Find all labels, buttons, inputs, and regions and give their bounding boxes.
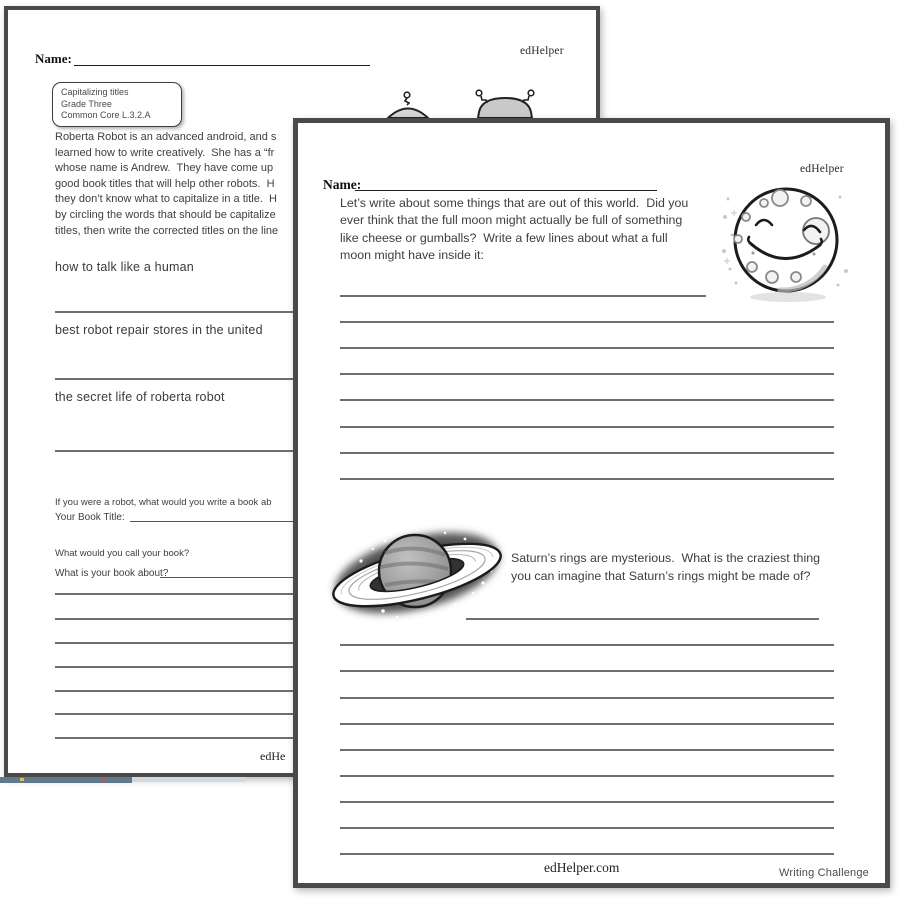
skill-grade: Grade Three bbox=[61, 98, 112, 109]
writing-line bbox=[340, 801, 834, 803]
footer-site-label: edHelper.com bbox=[544, 860, 620, 875]
footer-site-label: edHe bbox=[260, 749, 286, 763]
intro-line: titles, then write the corrected titles on the line bbox=[55, 224, 279, 237]
skill-badge bbox=[52, 82, 182, 127]
moon-prompt-line: Let’s write about some things that are out of this world. Did you bbox=[340, 196, 689, 210]
writing-line bbox=[340, 426, 834, 428]
book-about-label: What is your book about? bbox=[55, 568, 169, 579]
robot-heads-illustration bbox=[370, 86, 550, 118]
robot-antenna-icon bbox=[523, 96, 529, 103]
writing-line bbox=[340, 478, 834, 480]
full-moon-illustration bbox=[722, 183, 852, 305]
intro-line: Roberta Robot is an advanced android, and s bbox=[55, 131, 277, 143]
edhelper-logo: edHelper bbox=[800, 163, 844, 175]
intro-line: learned how to write creatively. She has a “fr bbox=[55, 146, 275, 159]
writing-line bbox=[340, 723, 834, 725]
writing-line bbox=[340, 853, 834, 855]
intro-line: whose name is Andrew. They have come up bbox=[55, 162, 274, 175]
footer-category-label: Writing Challenge bbox=[778, 867, 869, 879]
saturn-prompt-line: Saturn’s rings are mysterious. What is the craziest thing bbox=[511, 551, 820, 565]
book-prompt-line: What would you call your book? bbox=[55, 548, 190, 559]
book-prompt-line: If you were a robot, what would you write a book ab bbox=[55, 497, 272, 508]
writing-line bbox=[340, 321, 834, 323]
front-worksheet-page bbox=[293, 118, 890, 888]
name-label: Name: bbox=[35, 51, 72, 66]
taskbar-dot-icon bbox=[20, 778, 24, 781]
writing-line bbox=[340, 749, 834, 751]
writing-line bbox=[466, 618, 819, 620]
robot-antenna-icon bbox=[481, 96, 487, 103]
writing-line bbox=[340, 399, 834, 401]
moon-prompt-line: like cheese or gumballs? Write a few lines about what a full bbox=[340, 230, 668, 245]
robot-dome-small bbox=[388, 109, 428, 119]
writing-line bbox=[340, 347, 834, 349]
practice-title-3: the secret life of roberta robot bbox=[55, 390, 225, 404]
writing-line bbox=[340, 670, 834, 672]
writing-line bbox=[340, 452, 834, 454]
saturn-prompt-line: you can imagine that Saturn’s rings might be made of? bbox=[511, 568, 811, 583]
book-title-label: Your Book Title: bbox=[55, 512, 125, 523]
writing-line bbox=[340, 373, 834, 375]
intro-paragraph bbox=[55, 130, 278, 239]
intro-line: by circling the words that should be capitalize bbox=[55, 208, 276, 221]
name-blank-line bbox=[355, 190, 657, 191]
moon-prompt bbox=[340, 195, 688, 265]
taskbar-dot-icon bbox=[101, 778, 105, 781]
practice-title-1: how to talk like a human bbox=[55, 260, 194, 274]
name-label: Name: bbox=[323, 177, 362, 192]
robot-antenna-icon bbox=[405, 98, 409, 105]
practice-title-2: best robot repair stores in the united bbox=[55, 323, 263, 337]
writing-line bbox=[340, 295, 706, 297]
writing-line bbox=[340, 775, 834, 777]
intro-line: good book titles that will help other robots. H bbox=[55, 177, 275, 190]
skill-name: Capitalizing titles bbox=[61, 87, 129, 97]
writing-line bbox=[340, 697, 834, 699]
moon-prompt-line: ever think that the full moon might actually be full of something bbox=[340, 213, 683, 228]
edhelper-logo: edHelper bbox=[520, 45, 564, 57]
taskbar-sliver-light bbox=[132, 777, 245, 782]
writing-line bbox=[340, 644, 834, 646]
saturn-prompt bbox=[511, 550, 820, 585]
writing-line bbox=[340, 827, 834, 829]
moon-prompt-line: moon might have inside it: bbox=[340, 248, 484, 263]
name-blank-line bbox=[74, 65, 370, 66]
skill-standard: Common Core L.3.2.A bbox=[61, 110, 151, 120]
intro-line: they don’t know what to capitalize in a title. H bbox=[55, 193, 277, 206]
saturn-illustration bbox=[325, 521, 513, 629]
